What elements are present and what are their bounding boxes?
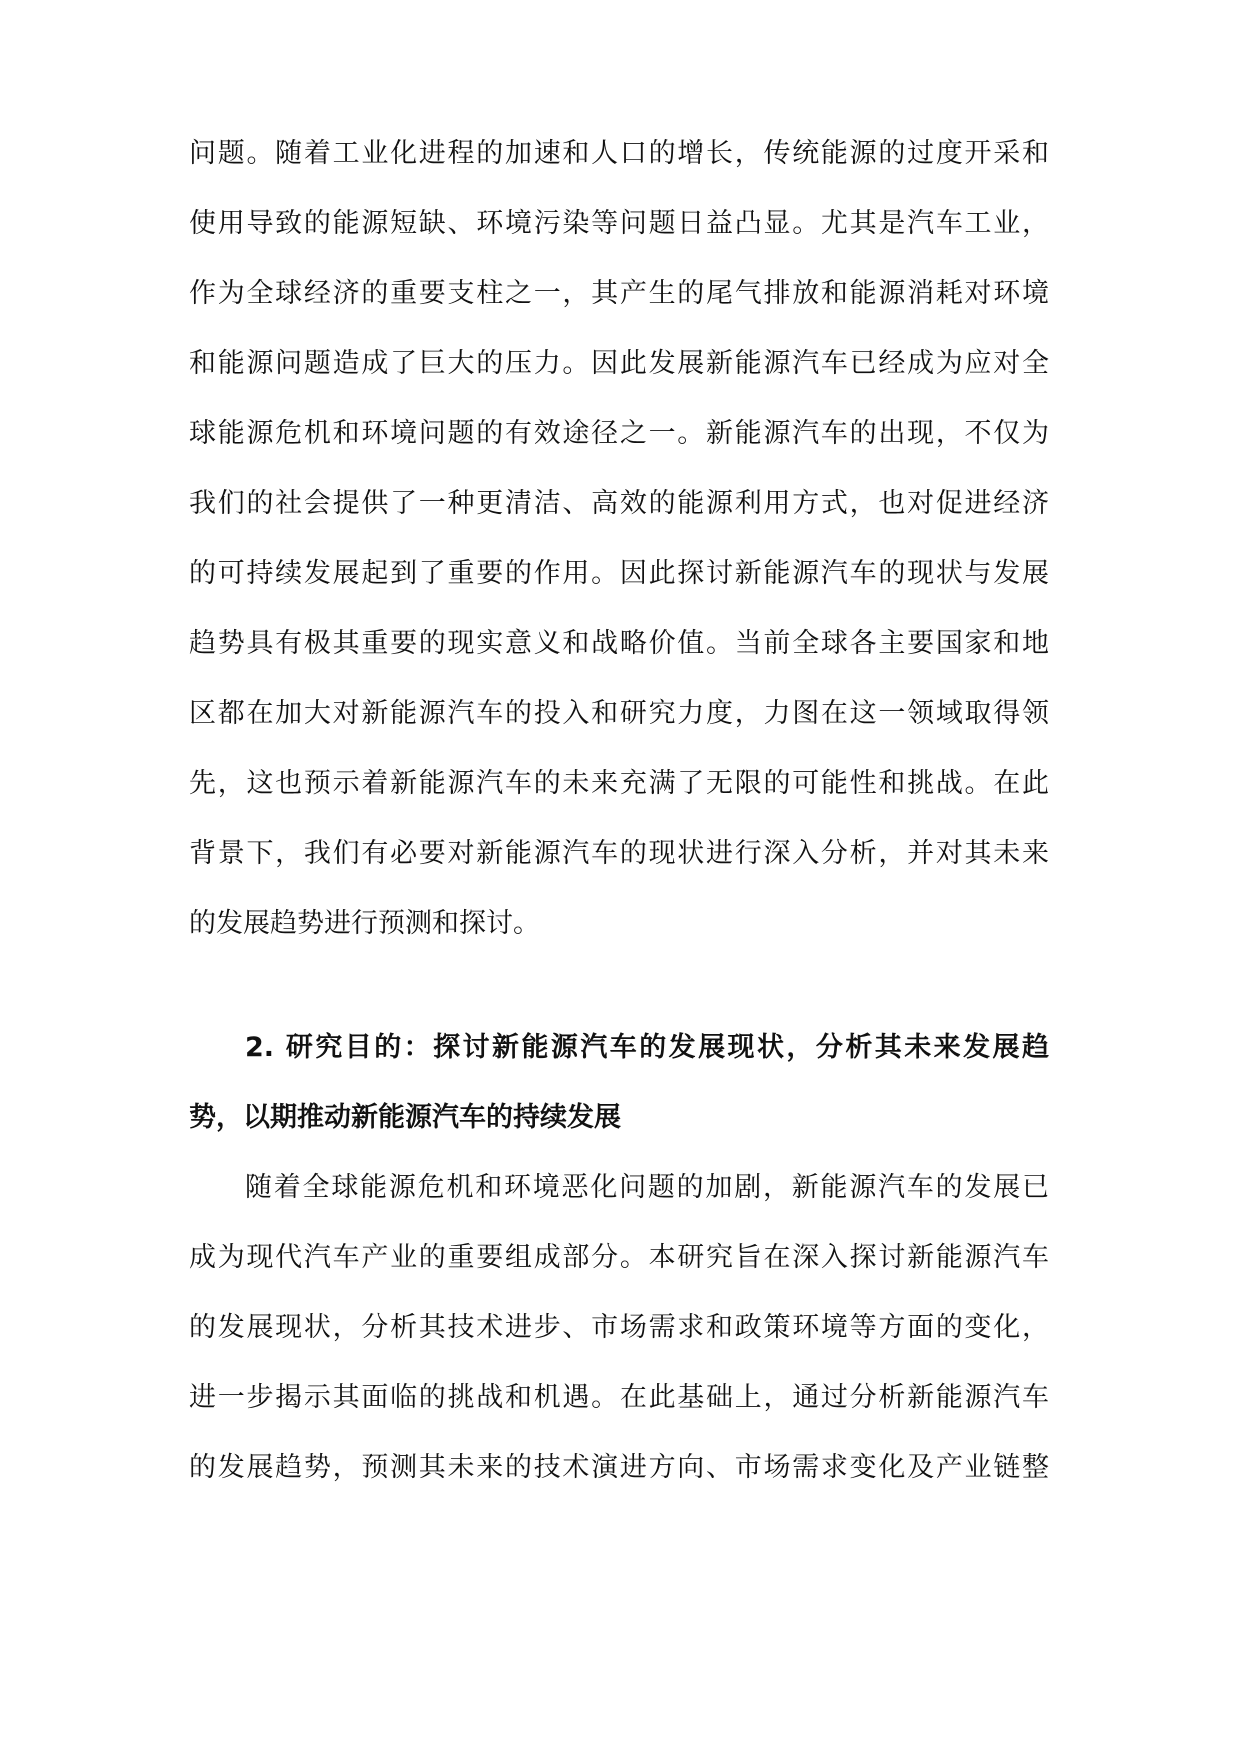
paragraph-line: 使用导致的能源短缺、环境污染等问题日益凸显。尤其是汽车工业， xyxy=(189,208,1049,239)
paragraph-line: 先，这也预示着新能源汽车的未来充满了无限的可能性和挑战。在此 xyxy=(189,768,1049,799)
paragraph-line: 的发展趋势，预测其未来的技术演进方向、市场需求变化及产业链整 xyxy=(189,1452,1049,1483)
heading-line: 势，以期推动新能源汽车的持续发展 xyxy=(189,1102,621,1133)
paragraph-line: 区都在加大对新能源汽车的投入和研究力度，力图在这一领域取得领 xyxy=(189,698,1049,729)
paragraph-line: 的发展趋势进行预测和探讨。 xyxy=(189,908,540,939)
paragraph-line: 问题。随着工业化进程的加速和人口的增长，传统能源的过度开采和 xyxy=(189,138,1049,169)
paragraph-line: 背景下，我们有必要对新能源汽车的现状进行深入分析，并对其未来 xyxy=(189,838,1049,869)
heading-line: 2. 研究目的：探讨新能源汽车的发展现状，分析其未来发展趋 xyxy=(245,1032,1049,1063)
paragraph-line: 我们的社会提供了一种更清洁、高效的能源利用方式，也对促进经济 xyxy=(189,488,1049,519)
paragraph-line: 和能源问题造成了巨大的压力。因此发展新能源汽车已经成为应对全 xyxy=(189,348,1049,379)
paragraph-line: 成为现代汽车产业的重要组成部分。本研究旨在深入探讨新能源汽车 xyxy=(189,1242,1049,1273)
paragraph-line: 趋势具有极其重要的现实意义和战略价值。当前全球各主要国家和地 xyxy=(189,628,1049,659)
paragraph-line: 球能源危机和环境问题的有效途径之一。新能源汽车的出现，不仅为 xyxy=(189,418,1049,449)
paragraph-line: 进一步揭示其面临的挑战和机遇。在此基础上，通过分析新能源汽车 xyxy=(189,1382,1049,1413)
paragraph-line: 的发展现状，分析其技术进步、市场需求和政策环境等方面的变化， xyxy=(189,1312,1049,1343)
paragraph-line: 的可持续发展起到了重要的作用。因此探讨新能源汽车的现状与发展 xyxy=(189,558,1049,589)
paragraph-line: 作为全球经济的重要支柱之一，其产生的尾气排放和能源消耗对环境 xyxy=(189,278,1049,309)
paragraph-line: 随着全球能源危机和环境恶化问题的加剧，新能源汽车的发展已 xyxy=(245,1172,1049,1203)
